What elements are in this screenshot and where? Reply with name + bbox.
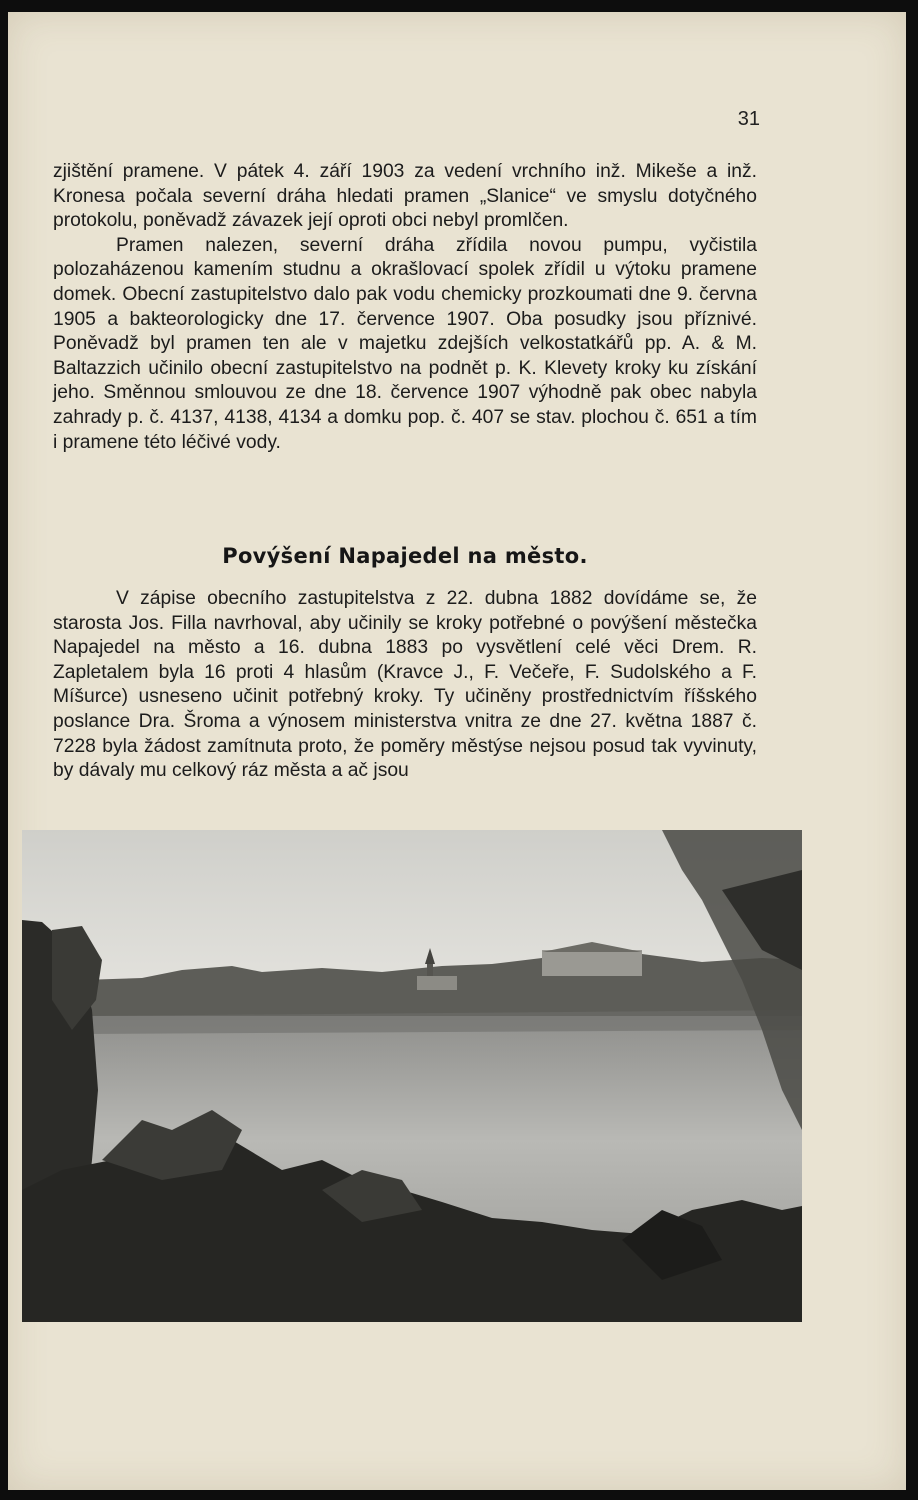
- book-page: [8, 12, 906, 1490]
- paragraph: zjištění pramene. V pátek 4. září 1903 za vedení vrchního inž. Mikeše a inž. Kronesa počala severní dráha hledati pramen „Slanice“ ve smyslu dotyčného protokolu, poněvadž závazek její oproti obci nebyl promlčen.: [53, 161, 757, 232]
- paragraph: V zápise obecního zastupitelstva z 22. dubna 1882 dovídáme se, že starosta Jos. Filla navrhoval, aby učinily se kroky potřebné o povýšení městečka Napajedel na město a 16. dubna 1883 po vysvětlení celé věci Drem. R. Zapletalem byla 16 proti 4 hlasům (Kravce J., F. Večeře, F. Sudolského a F. Míšurce) usneseno učinit potřebný kroky. Ty učiněny prostřednictvím říšského poslance Dra. Šroma a výnosem ministerstva vnitra ze dne 27. května 1887 č. 7228 byla žádost zamítnuta proto, že poměry městýse nejsou posud tak vyvinuty, by dávaly mu celkový ráz města a ač jsou: [53, 588, 757, 782]
- section-heading: Povýšení Napajedel na město.: [222, 544, 588, 568]
- body-text-top: [53, 160, 757, 455]
- page-number: 31: [737, 108, 760, 130]
- paragraph: Pramen nalezen, severní dráha zřídila novou pumpu, vyčistila polozaházenou kamením studnu a okrašlovací spolek zřídil u výtoku pramene domek. Obecní zastupitelstvo dalo pak vodu chemicky prozkoumati dne 9. června 1905 a bakteorologicky dne 17. července 1907. Oba posudky jsou příznivé. Poněvadž byl pramen ten ale v majetku zdejších velkostatkářů pp. A. & M. Baltazzich učinilo obecní zastupitelstvo na podnět p. K. Klevety kroky ku získání jeho. Směnnou smlouvou ze dne 18. července 1907 výhodně pak obec nabyla zahrady p. č. 4137, 4138, 4134 a domku pop. č. 407 se stav. plochou č. 651 a tím i pramene této léčivé vody.: [53, 234, 757, 453]
- body-text-bottom: [53, 587, 757, 784]
- river-landscape-photo: [22, 830, 802, 1322]
